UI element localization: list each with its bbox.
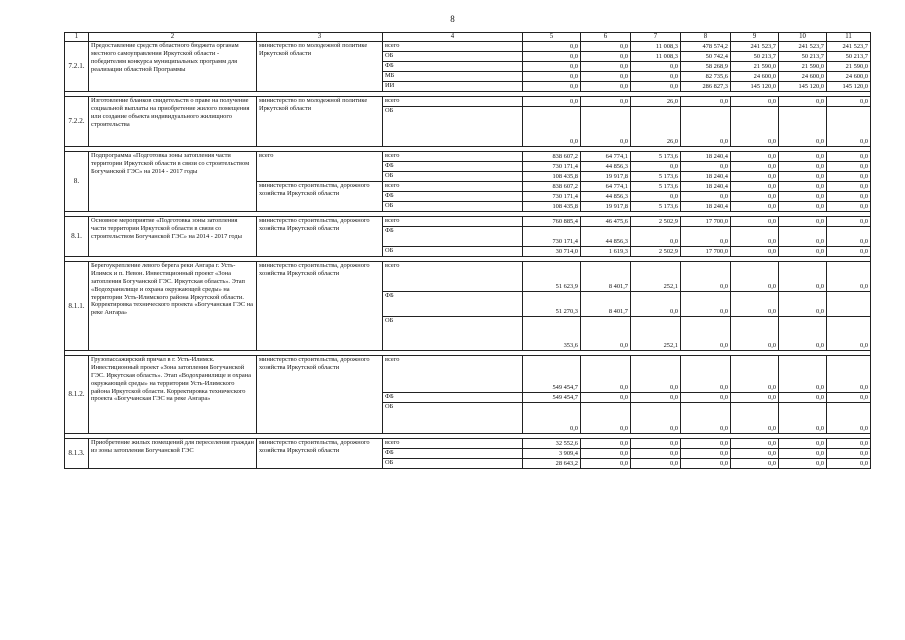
amount-cell: 5 173,6 [631, 152, 681, 162]
amount-cell: 18 240,4 [681, 202, 731, 212]
amount-cell: 18 240,4 [681, 152, 731, 162]
amount-cell: 5 173,6 [631, 202, 681, 212]
amount-cell: 18 240,4 [681, 182, 731, 192]
amount-cell: 0,0 [523, 52, 581, 62]
amount-cell: 730 171,4 [523, 192, 581, 202]
amount-cell [827, 292, 871, 317]
amount-cell: 5 173,6 [631, 172, 681, 182]
amount-cell: 0,0 [523, 97, 581, 107]
amount-cell: 64 774,1 [581, 182, 631, 192]
amount-cell: 549 454,7 [523, 356, 581, 393]
amount-cell: 0,0 [731, 393, 779, 403]
amount-cell: 0,0 [681, 449, 731, 459]
amount-cell: 26,0 [631, 107, 681, 147]
column-number: 6 [581, 33, 631, 42]
amount-cell: 0,0 [779, 459, 827, 469]
amount-cell: 0,0 [731, 317, 779, 351]
funding-source: ФБ [383, 449, 523, 459]
amount-cell: 0,0 [827, 107, 871, 147]
amount-cell: 0,0 [779, 262, 827, 292]
item-description: Берегоукрепление левого берега реки Ангара г. Усть-Илимск и п. Невон. Инвестиционный проект «Зона затопления Богучанской ГЭС. Иркутская область». Этап «Водохранилище и охрана окружающей среды» на территории Усть-Илимского района Иркутской области. Корректировка технического проекта «Богучанская ГЭС на реке Ангара» [89, 262, 257, 351]
amount-cell: 0,0 [631, 72, 681, 82]
amount-cell: 0,0 [581, 52, 631, 62]
amount-cell: 0,0 [779, 317, 827, 351]
amount-cell: 8 401,7 [581, 262, 631, 292]
amount-cell: 838 607,2 [523, 182, 581, 192]
amount-cell: 0,0 [681, 356, 731, 393]
amount-cell: 0,0 [581, 459, 631, 469]
amount-cell: 0,0 [581, 62, 631, 72]
amount-cell: 0,0 [827, 403, 871, 434]
amount-cell: 1 619,3 [581, 247, 631, 257]
amount-cell: 0,0 [827, 162, 871, 172]
column-number: 4 [383, 33, 523, 42]
amount-cell: 0,0 [827, 172, 871, 182]
amount-cell: 286 827,3 [681, 82, 731, 92]
executor-cell: министерство строительства, дорожного хозяйства Иркутской области [257, 439, 383, 469]
column-number: 9 [731, 33, 779, 42]
amount-cell: 0,0 [779, 227, 827, 247]
amount-cell: 0,0 [681, 262, 731, 292]
amount-cell: 0,0 [827, 202, 871, 212]
amount-cell: 108 435,8 [523, 172, 581, 182]
funding-source: МБ [383, 72, 523, 82]
column-number: 3 [257, 33, 383, 42]
amount-cell: 241 523,7 [731, 42, 779, 52]
executor-cell: всего [257, 152, 383, 182]
amount-cell: 0,0 [581, 107, 631, 147]
amount-cell: 44 856,3 [581, 227, 631, 247]
amount-cell: 0,0 [681, 292, 731, 317]
page-number: 8 [450, 14, 455, 24]
table-row [65, 356, 871, 393]
amount-cell: 0,0 [779, 449, 827, 459]
amount-cell: 0,0 [581, 72, 631, 82]
amount-cell: 0,0 [523, 107, 581, 147]
amount-cell: 0,0 [681, 107, 731, 147]
table-row [65, 42, 871, 52]
amount-cell: 0,0 [731, 192, 779, 202]
amount-cell: 0,0 [779, 217, 827, 227]
amount-cell: 0,0 [731, 449, 779, 459]
amount-cell: 0,0 [779, 192, 827, 202]
amount-cell: 50 742,4 [681, 52, 731, 62]
executor-cell: министерство строительства, дорожного хозяйства Иркутской области [257, 182, 383, 212]
amount-cell: 0,0 [523, 62, 581, 72]
amount-cell: 0,0 [523, 72, 581, 82]
amount-cell: 0,0 [827, 97, 871, 107]
amount-cell: 145 120,0 [731, 82, 779, 92]
amount-cell: 0,0 [779, 162, 827, 172]
amount-cell: 0,0 [827, 439, 871, 449]
column-number: 5 [523, 33, 581, 42]
amount-cell: 0,0 [631, 403, 681, 434]
amount-cell: 0,0 [779, 439, 827, 449]
amount-cell: 0,0 [827, 247, 871, 257]
amount-cell: 44 856,3 [581, 192, 631, 202]
funding-source: всего [383, 217, 523, 227]
item-description: Грузопассажирский причал в г. Усть-Илимск. Инвестиционный проект «Зона затопления Богучанской ГЭС. Иркутская область». Этап «Водохранилище и охрана окружающей среды» на территории Усть-Илимского района Иркутской области. Корректировка технического проекта «Богучанская ГЭС на реке Ангара» [89, 356, 257, 434]
amount-cell: 0,0 [631, 356, 681, 393]
amount-cell: 21 590,0 [827, 62, 871, 72]
amount-cell: 0,0 [827, 217, 871, 227]
amount-cell: 252,1 [631, 317, 681, 351]
amount-cell: 353,6 [523, 317, 581, 351]
amount-cell: 58 268,9 [681, 62, 731, 72]
funding-source: ОБ [383, 403, 523, 434]
amount-cell: 0,0 [631, 227, 681, 247]
amount-cell: 0,0 [779, 152, 827, 162]
amount-cell: 18 240,4 [681, 172, 731, 182]
amount-cell: 0,0 [779, 107, 827, 147]
header-row [65, 33, 871, 42]
table-row [65, 152, 871, 162]
funding-source: всего [383, 356, 523, 393]
amount-cell: 0,0 [731, 356, 779, 393]
amount-cell: 145 120,0 [779, 82, 827, 92]
amount-cell: 0,0 [631, 62, 681, 72]
amount-cell: 0,0 [827, 152, 871, 162]
amount-cell: 24 600,0 [779, 72, 827, 82]
amount-cell: 17 700,0 [681, 247, 731, 257]
amount-cell: 0,0 [681, 393, 731, 403]
column-number: 10 [779, 33, 827, 42]
amount-cell: 0,0 [523, 403, 581, 434]
funding-source: ИИ [383, 82, 523, 92]
amount-cell: 0,0 [681, 439, 731, 449]
column-number: 1 [65, 33, 89, 42]
amount-cell: 0,0 [731, 227, 779, 247]
amount-cell: 0,0 [827, 459, 871, 469]
amount-cell: 32 552,6 [523, 439, 581, 449]
column-number: 11 [827, 33, 871, 42]
item-number: 7.2.2. [65, 97, 89, 147]
amount-cell: 549 454,7 [523, 393, 581, 403]
amount-cell: 0,0 [731, 152, 779, 162]
amount-cell: 0,0 [581, 42, 631, 52]
amount-cell: 0,0 [523, 42, 581, 52]
amount-cell: 252,1 [631, 262, 681, 292]
amount-cell: 0,0 [681, 97, 731, 107]
amount-cell: 30 714,0 [523, 247, 581, 257]
table-row [65, 97, 871, 107]
item-description: Подпрограмма «Подготовка зоны затопления части территории Иркутской области в связи со строительством Богучанской ГЭС» на 2014 - 2017 годы [89, 152, 257, 212]
amount-cell: 0,0 [581, 449, 631, 459]
amount-cell: 0,0 [731, 459, 779, 469]
table-body [65, 33, 871, 469]
amount-cell: 0,0 [631, 439, 681, 449]
amount-cell: 0,0 [827, 227, 871, 247]
amount-cell: 0,0 [731, 217, 779, 227]
amount-cell: 0,0 [681, 317, 731, 351]
amount-cell: 0,0 [631, 292, 681, 317]
funding-source: ОБ [383, 107, 523, 147]
amount-cell: 0,0 [827, 393, 871, 403]
amount-cell: 24 600,0 [827, 72, 871, 82]
amount-cell: 50 213,7 [731, 52, 779, 62]
amount-cell: 11 008,3 [631, 42, 681, 52]
amount-cell: 51 623,9 [523, 262, 581, 292]
amount-cell: 0,0 [631, 459, 681, 469]
funding-source: ФБ [383, 162, 523, 172]
amount-cell: 5 173,6 [631, 182, 681, 192]
executor-cell: министерство строительства, дорожного хозяйства Иркутской области [257, 262, 383, 351]
amount-cell: 0,0 [779, 172, 827, 182]
amount-cell: 19 917,8 [581, 172, 631, 182]
item-description: Предоставление средств областного бюджета органам местного самоуправления Иркутской области - победителям конкурса муниципальных программ для реализации областной Программы [89, 42, 257, 92]
amount-cell: 64 774,1 [581, 152, 631, 162]
funding-source: ОБ [383, 52, 523, 62]
amount-cell: 51 270,3 [523, 292, 581, 317]
amount-cell: 730 171,4 [523, 227, 581, 247]
item-number: 8.1.1. [65, 262, 89, 351]
column-number: 7 [631, 33, 681, 42]
table-row [65, 217, 871, 227]
amount-cell: 28 643,2 [523, 459, 581, 469]
amount-cell: 0,0 [827, 182, 871, 192]
amount-cell: 0,0 [827, 356, 871, 393]
amount-cell: 2 502,9 [631, 247, 681, 257]
amount-cell: 21 590,0 [779, 62, 827, 72]
amount-cell: 0,0 [631, 449, 681, 459]
funding-source: ОБ [383, 202, 523, 212]
amount-cell: 0,0 [827, 262, 871, 292]
amount-cell: 0,0 [581, 97, 631, 107]
amount-cell: 0,0 [681, 227, 731, 247]
column-number: 8 [681, 33, 731, 42]
funding-source: ФБ [383, 393, 523, 403]
amount-cell: 0,0 [779, 356, 827, 393]
amount-cell: 0,0 [731, 262, 779, 292]
executor-cell: министерство строительства, дорожного хозяйства Иркутской области [257, 356, 383, 434]
funding-source: ОБ [383, 317, 523, 351]
amount-cell: 50 213,7 [827, 52, 871, 62]
funding-source: всего [383, 262, 523, 292]
amount-cell: 0,0 [779, 202, 827, 212]
funding-source: ОБ [383, 459, 523, 469]
amount-cell: 0,0 [681, 192, 731, 202]
amount-cell: 0,0 [731, 247, 779, 257]
amount-cell: 241 523,7 [827, 42, 871, 52]
funding-source: всего [383, 42, 523, 52]
amount-cell: 50 213,7 [779, 52, 827, 62]
amount-cell: 760 885,4 [523, 217, 581, 227]
funding-source: всего [383, 182, 523, 192]
funding-source: всего [383, 97, 523, 107]
amount-cell: 0,0 [779, 97, 827, 107]
amount-cell: 0,0 [631, 82, 681, 92]
item-number: 8. [65, 152, 89, 212]
amount-cell: 0,0 [779, 393, 827, 403]
amount-cell: 145 120,0 [827, 82, 871, 92]
amount-cell: 21 590,0 [731, 62, 779, 72]
amount-cell: 26,0 [631, 97, 681, 107]
amount-cell: 0,0 [779, 403, 827, 434]
funding-source: ФБ [383, 192, 523, 202]
amount-cell: 241 523,7 [779, 42, 827, 52]
item-number: 8.1.2. [65, 356, 89, 434]
amount-cell: 46 475,6 [581, 217, 631, 227]
budget-table [64, 32, 871, 469]
executor-cell: министерство по молодежной политике Иркутской области [257, 97, 383, 147]
funding-source: ОБ [383, 172, 523, 182]
amount-cell: 0,0 [523, 82, 581, 92]
amount-cell: 24 600,0 [731, 72, 779, 82]
amount-cell: 0,0 [581, 356, 631, 393]
executor-cell: министерство по молодежной политике Иркутской области [257, 42, 383, 92]
amount-cell: 0,0 [779, 292, 827, 317]
funding-source: ФБ [383, 62, 523, 72]
amount-cell: 730 171,4 [523, 162, 581, 172]
item-number: 7.2.1. [65, 42, 89, 92]
table-row [65, 262, 871, 292]
amount-cell: 0,0 [581, 439, 631, 449]
amount-cell: 2 502,9 [631, 217, 681, 227]
amount-cell: 0,0 [581, 317, 631, 351]
amount-cell: 0,0 [827, 449, 871, 459]
amount-cell: 0,0 [731, 439, 779, 449]
funding-source: всего [383, 152, 523, 162]
amount-cell: 478 574,2 [681, 42, 731, 52]
amount-cell: 108 435,8 [523, 202, 581, 212]
amount-cell: 838 607,2 [523, 152, 581, 162]
amount-cell: 0,0 [731, 182, 779, 192]
funding-source: ОБ [383, 247, 523, 257]
amount-cell: 0,0 [681, 459, 731, 469]
amount-cell: 0,0 [731, 403, 779, 434]
amount-cell: 11 008,3 [631, 52, 681, 62]
amount-cell: 0,0 [581, 82, 631, 92]
item-description: Приобретение жилых помещений для переселения граждан из зоны затопления Богучанской ГЭС [89, 439, 257, 469]
amount-cell: 0,0 [631, 162, 681, 172]
amount-cell: 0,0 [731, 202, 779, 212]
amount-cell: 0,0 [827, 192, 871, 202]
funding-source: всего [383, 439, 523, 449]
amount-cell: 0,0 [731, 172, 779, 182]
amount-cell: 0,0 [681, 162, 731, 172]
column-number: 2 [89, 33, 257, 42]
item-description: Основное мероприятие «Подготовка зоны затопления части территории Иркутской области в связи со строительством Богучанской ГЭС» на 2014 - 2017 годы [89, 217, 257, 257]
amount-cell: 0,0 [731, 292, 779, 317]
amount-cell: 0,0 [731, 162, 779, 172]
item-number: 8.1.3. [65, 439, 89, 469]
executor-cell: министерство строительства, дорожного хозяйства Иркутской области [257, 217, 383, 257]
amount-cell: 0,0 [631, 393, 681, 403]
amount-cell: 0,0 [731, 107, 779, 147]
amount-cell: 17 700,0 [681, 217, 731, 227]
funding-source: ФБ [383, 227, 523, 247]
funding-source: ФБ [383, 292, 523, 317]
table-row [65, 439, 871, 449]
amount-cell: 0,0 [631, 192, 681, 202]
amount-cell: 0,0 [581, 403, 631, 434]
amount-cell: 44 856,3 [581, 162, 631, 172]
amount-cell: 0,0 [681, 403, 731, 434]
amount-cell: 3 909,4 [523, 449, 581, 459]
item-number: 8.1. [65, 217, 89, 257]
item-description: Изготовление бланков свидетельств о праве на получение социальной выплаты на приобретение жилого помещения или создание объекта индивидуального жилищного строительства [89, 97, 257, 147]
amount-cell: 0,0 [581, 393, 631, 403]
amount-cell: 0,0 [827, 317, 871, 351]
amount-cell: 0,0 [731, 97, 779, 107]
amount-cell: 8 401,7 [581, 292, 631, 317]
amount-cell: 0,0 [779, 247, 827, 257]
amount-cell: 0,0 [779, 182, 827, 192]
amount-cell: 19 917,8 [581, 202, 631, 212]
amount-cell: 82 735,6 [681, 72, 731, 82]
